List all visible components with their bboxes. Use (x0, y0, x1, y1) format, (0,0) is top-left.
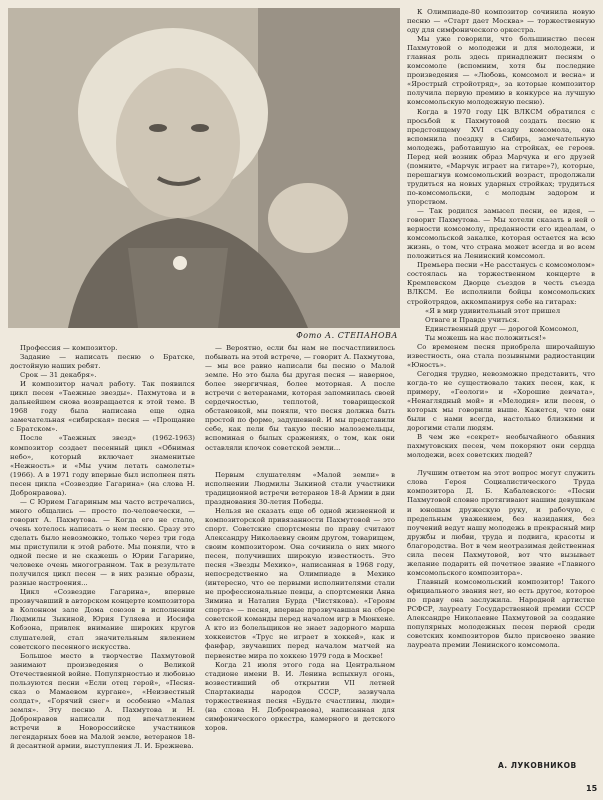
article-column-2 (205, 344, 395, 784)
verse-line: Единственный друг — дорогой Комсомол, (425, 324, 579, 333)
paragraph: Со временем песня приобрела широчайшую известность, она стала позывными радиостанции «Юность». (407, 342, 595, 369)
paragraph: Цикл «Созвездие Гагарина», впервые прозвучавший в авторском концерте композитора в Колонном зале Дома союзов в исполнении Людмилы Зыкиной, Юрия Гуляева и Иосифа Кобзона, привлек внимание широких кругов слушателей, стал значительным явлением советского песенного искусства. (10, 588, 195, 651)
paragraph: Сегодня трудно, невозможно представить, что когда-то не существовало таких песен, как, к примеру, «Геологи» и «Хорошие девчата», «Ненаглядный мой» и «Мелодия» или песен, о которых мы говорили выше. Кажется, что они были с нами всегда, настолько близкими и дорогими стали людям. (407, 369, 595, 433)
paragraph: Главный комсомольский композитор! Такого официального звания нет, но есть другое, которое по праву она заслужила. Народной артистке РСФСР, лауреату Государственной премии СССР Александре Николаевне Пахмутовой за создание популярных молодежных песен первой среди советских композиторов было присвоено звание лауреата премии Ленинского комсомола. (407, 577, 595, 650)
paragraph: Первым слушателям «Малой земли» в исполнении Людмилы Зыкиной стали участники традиционной встречи ветеранов 18-й Армии в дни празднования 30-летия Победы. (205, 470, 395, 506)
photo-credit: Фото А. СТЕПАНОВА (296, 331, 398, 340)
paragraph: Когда в 1970 году ЦК ВЛКСМ обратился с просьбой к Пахмутовой создать песню к предстоящему XVI съезду комсомола, она вспомнила поездку в Сибирь, замечательную молодежь, работавшую на стройках, ее героев. Перед ней возник образ Марчука и его друзей (помните, «Марчук играет на гитаре»?), которые, перешагнув комсомольский возраст, продолжали трудиться на новых ударных стройках; трудиться по-комсомольски, с молодым задором и упорством. (407, 107, 595, 206)
paragraph: И композитор начал работу. Так появился цикл песен «Таежные звезды». Пахмутова и в дальнейшем снова возвращается к этой теме. В 1968 году была написана еще одна замечательная «сибирская» песня — «Прощание с Братском». (10, 380, 195, 434)
verse-line: «Я в мир удивительный этот пришел (425, 306, 561, 315)
paragraph: К Олимпиаде-80 композитор сочинила новую песню — «Старт дает Москва» — торжественную оду для симфонического оркестра. (407, 8, 595, 35)
portrait-illustration (8, 8, 400, 328)
paragraph: Лучшим ответом на этот вопрос могут служить слова Героя Социалистического Труда композитора Д. Б. Кабалевского: «Песни Пахмутовой словно протягивают нашим девушкам и юношам дружескую руку, и рабочую, с предельным уважением, без назидания, без поучений ведут нашу молодежь в прекрасный мир дружбы и любви, труда и подвига, красоты и благородства. Вот в чем неотразимая действенная сила песен Пахмутовой, вот что вызывает желание подарить ей почетное звание «Главного комсомольского композитора». (407, 469, 595, 577)
paragraph: Нельзя не сказать еще об одной жизненной и композиторской привязанности Пахмутовой — это спорт. Советские спортсмены по праву считают Александру Николаевну своим другом, товарищем, своим композитором. Она сочинила о них много песен, получивших широкую известность. Это песня «Звезды Мехико», написанная в 1968 году, непосредственно на Олимпиаде в Мехико (интересно, что ее первыми исполнителями стали не профессиональные певцы, а спортсменки Анна Зимина и Наталия Бурда (Чистякова). «Героям спорта» — песня, впервые прозвучавшая на сборе советской команды перед началом игр в Мюнхене. А кто из болельщиков не знает задорного марша хоккеистов «Трус не играет в хоккей», как и фанфар, звучавших перед началом матчей на первенстве мира по хоккею 1979 года в Москве! (205, 506, 395, 660)
paragraph: — Вероятно, если бы нам не посчастливилось побывать на этой встрече, — говорит А. Пахмутова, — мы все равно написали бы песню о Малой земле. Но это была бы другая песня — наверное, более энергичная, более моторная. А после встречи с ветеранами, которая запомнилась своей сердечностью, теплотой, товарищеской обстановкой, мы поняли, что песня должна быть простой по форме, задушевной. И мы представили себе, как пели бы такую песню малоземельцы, вспоминая о былых сражениях, о том, как они оставляли клочок советской земли... (205, 344, 395, 452)
article-column-1 (10, 344, 195, 784)
paragraph: — С Юрием Гагариным мы часто встречались, много общались — просто по-человечески, — говорит А. Пахмутова. — Когда его не стало, очень хотелось написать о нем песню. Сразу это сделать было невозможно, только через три года мы приступили к этой работе. Мы поняли, что в одной песне и не скажешь о Юрии Гагарине, человеке очень многогранном. Так в результате получился цикл песен — в них разные образы, разные настроения... (10, 497, 195, 588)
verse-line: Ты можешь на нас положиться!» (425, 333, 547, 342)
paragraph: Задание — написать песню о Братске, достойную наших ребят. (10, 353, 195, 371)
article-column-3 (407, 8, 595, 778)
page-number: 15 (586, 784, 598, 793)
paragraph: — Так родился замысел песни, ее идея, — говорит Пахмутова. — Мы хотели сказать в ней о верности комсомолу, преданности его идеалам, о комсомольской закалке, которая остается на всю жизнь, о том, что страна может всегда и во всем положиться на Ленинский комсомол. (407, 207, 595, 261)
paragraph: Срок — 31 декабря». (20, 371, 97, 380)
author-signature: А. ЛУКОВНИКОВ (498, 761, 577, 770)
paragraph: После «Таежных звезд» (1962-1963) композитор создает песенный цикл «Обнимая небо», который включает знаменитые «Нежность» и «Мы учим летать самолеты» (1966). А в 1971 году впервые был исполнен пять песен цикла «Созвездие Гагарина» (на слова Н. Добронравова). (10, 434, 195, 497)
paragraph: Мы уже говорили, что большинство песен Пахмутовой о молодежи и для молодежи, и главная роль здесь принадлежит песням о комсомоле (вспомним, хотя бы последние произведения — «Любовь, комсомол и весна» и «Ярострый стройотряд», за которые композитор получила первую премию в конкурсе на лучшую комсомольскую молодежную песню). (407, 35, 595, 107)
portrait-photo (8, 8, 400, 328)
paragraph: Профессия — композитор. (20, 344, 118, 352)
verse-line: Отваге и Правде учиться. (425, 315, 520, 324)
paragraph: Когда 21 июля этого года на Центральном стадионе имени В. И. Ленина вспыхнул огонь, возвестивший об открытии VII летней Спартакиады народов СССР, зазвучала торжественная песня «Будьте счастливы, люди» (на слова Н. Добронравова), написанная для симфонического оркестра, камерного и детского хоров. (205, 660, 395, 732)
paragraph: В чем же «секрет» необычайного обаяния пахмутовских песен, чем покоряют они сердца молодежи, всех советских людей? (407, 433, 595, 460)
paragraph: Большое место в творчестве Пахмутовой занимают произведения о Великой Отечественной войне. Популярностью и любовью пользуются песни «Если отец герой», «Песня-сказ о Мамаевом кургане», «Неизвестный солдат», «Горячий снег» и особенно «Малая земля». Эту песню А. Пахмутова и Н. Добронравов написали под впечатлением встречи в Новороссийске участников легендарных боев на Малой земле, ветеранов 18-й десантной армии, выступления Л. И. Брежнева. (10, 651, 195, 751)
paragraph: Премьера песни «Не расстанусь с комсомолом» состоялась на торжественном концерте в Кремлевском Дворце съездов в честь съезда ВЛКСМ. Ее исполнили бойцы комсомольских стройотрядов, аккомпанируя себе на гитарах: (407, 261, 595, 306)
